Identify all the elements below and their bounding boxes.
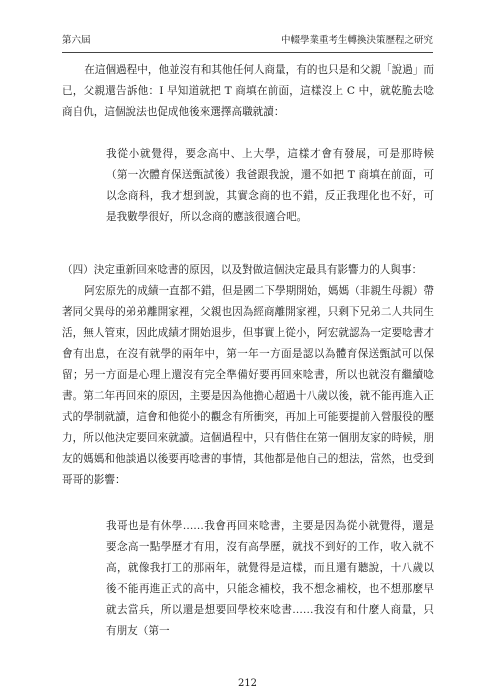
body-paragraph-2: 阿宏原先的成績一直都不錯，但是國二下學期開始，媽媽（非親生母親）帶著同父異母的弟弟離開家裡，父親也因為經商離開家裡，只剩下兄弟二人共同生活，無人管束，因此成績才開始退步，但事實上從小，阿宏就認為一定要唸書才會有出息，在沒有就學的兩年中，第一年一方面是認以為體育保送甄試可以保留；另一方面是心理上還沒有完全準備好要再回來唸書，所以也就沒有繼續唸書。第二年再回來的原因，主要是因為他擔心超過十八歲以後，就不能再進入正式的學制就讀，這會和他從小的觀念有所衝突，再加上可能要提前入營服役的壓力，所以他決定要回來就讀。這個過程中，只有偕住在第一個朋友家的時候，朋友的媽媽和他談過以後要再唸書的事情，其他都是他自己的想法，當然，也受到哥哥的影響： — [62, 285, 434, 486]
body-paragraph-1: 在這個過程中，他並沒有和其他任何人商量，有的也只是和父親「說過」而已，父親還告訴他：I 早知道就把 T 商填在前面，這樣沒上 C 中，就乾脆去唸商自仇，這個說法也促成他後來選擇高職就讀： — [62, 64, 434, 118]
interview-quote-2: 我哥也是有休學……我會再回來唸書，主要是因為從小就覺得，還是要念高一點學歷才有用，沒有高學歷，就找不到好的工作，收入就不高，就像我打工的那兩年，就覺得是這樣，而且還有聽說，十八歲以後不能再進正式的高中，只能念補校，我不想念補校，也不想那麼早就去當兵，所以還是想要回學校來唸書……我沒有和什麼人商量，只有朋友（第一 — [106, 520, 434, 637]
running-header — [62, 34, 433, 48]
section-heading-4: （四）決定重新回來唸書的原因，以及對做這個決定最具有影響力的人與事： — [62, 264, 423, 276]
header-rule — [62, 52, 433, 53]
header-title: 中輟學業重考生轉換決策歷程之研究 — [280, 35, 433, 46]
page-number: 212 — [237, 678, 258, 689]
header-edition: 第六屆 — [62, 35, 91, 46]
interview-quote-1: 我從小就覺得，要念高中、上大學，這樣才會有發展，可是那時候（第一次體育保送甄試後）我爸跟我說，還不如把 T 商填在前面，可以念商科，我才想到說，其實念商的也不錯，反正我理化也不好，可是我數學很好，所以念商的應該很適合吧。 — [106, 148, 434, 223]
